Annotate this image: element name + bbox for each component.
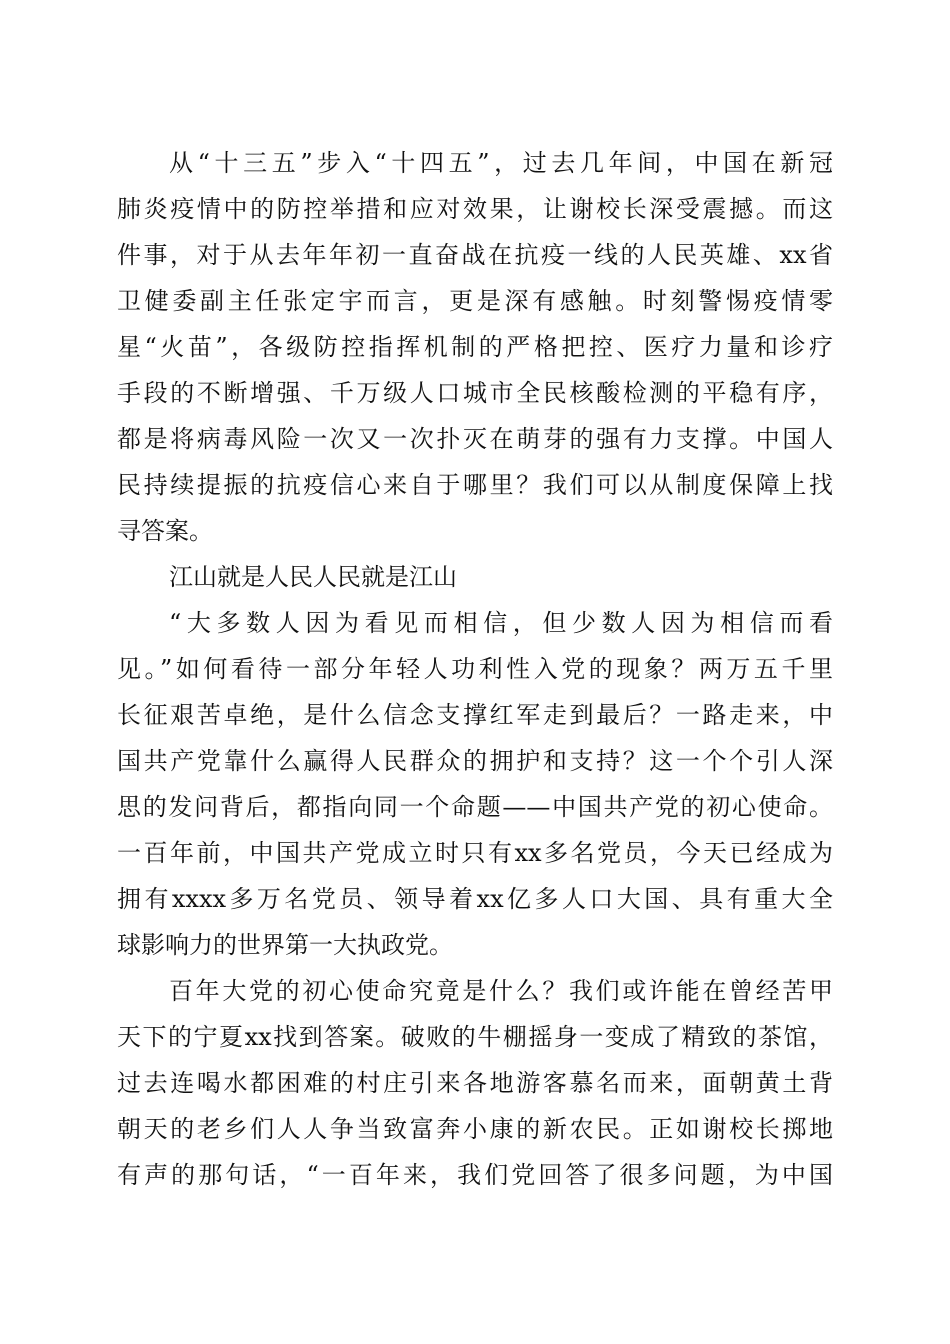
paragraph-1-line-7: 都是将病毒风险一次又一次扑灭在萌芽的强有力支撑。中国人 <box>117 425 833 453</box>
paragraph-2-line-4: 国共产党靠什么赢得人民群众的拥护和支持？这一个个引人深 <box>117 747 833 775</box>
paragraph-1-line-8: 民持续提振的抗疫信心来自于哪里？我们可以从制度保障上找 <box>117 471 833 499</box>
paragraph-3-line-4: 朝天的老乡们人人争当致富奔小康的新农民。正如谢校长掷地 <box>117 1115 833 1143</box>
paragraph-3-line-2: 天下的宁夏xx找到答案。破败的牛棚摇身一变成了精致的茶馆， <box>117 1023 833 1051</box>
paragraph-2-line-5: 思的发问背后，都指向同一个命题——中国共产党的初心使命。 <box>117 793 833 821</box>
paragraph-2-line-7: 拥有xxxx多万名党员、领导着xx亿多人口大国、具有重大全 <box>117 885 833 913</box>
paragraph-1-line-5: 星“火苗”，各级防控指挥机制的严格把控、医疗力量和诊疗 <box>117 333 833 361</box>
paragraph-3-line-5: 有声的那句话，“一百年来，我们党回答了很多问题，为中国 <box>117 1161 833 1189</box>
paragraph-1-line-6: 手段的不断增强、千万级人口城市全民核酸检测的平稳有序， <box>117 379 833 407</box>
paragraph-1-line-9: 寻答案。 <box>117 517 213 545</box>
paragraph-3-line-1: 百年大党的初心使命究竟是什么？我们或许能在曾经苦甲 <box>169 977 833 1005</box>
paragraph-1-line-3: 件事，对于从去年年初一直奋战在抗疫一线的人民英雄、xx省 <box>117 241 833 269</box>
paragraph-2-line-6: 一百年前，中国共产党成立时只有xx多名党员，今天已经成为 <box>117 839 833 867</box>
paragraph-2-line-8: 球影响力的世界第一大执政党。 <box>117 931 453 959</box>
paragraph-2-line-3: 长征艰苦卓绝，是什么信念支撑红军走到最后？一路走来，中 <box>117 701 833 729</box>
paragraph-2-line-1: “大多数人因为看见而相信，但少数人因为相信而看 <box>169 609 833 637</box>
paragraph-3-line-3: 过去连喝水都困难的村庄引来各地游客慕名而来，面朝黄土背 <box>117 1069 833 1097</box>
paragraph-1-line-2: 肺炎疫情中的防控举措和应对效果，让谢校长深受震撼。而这 <box>117 195 833 223</box>
paragraph-1-line-1: 从“十三五”步入“十四五”，过去几年间，中国在新冠 <box>169 149 833 177</box>
paragraph-2-line-2: 见。”如何看待一部分年轻人功利性入党的现象？两万五千里 <box>117 655 833 683</box>
section-heading: 江山就是人民人民就是江山 <box>169 563 457 591</box>
paragraph-1-line-4: 卫健委副主任张定宇而言，更是深有感触。时刻警惕疫情零 <box>117 287 833 315</box>
